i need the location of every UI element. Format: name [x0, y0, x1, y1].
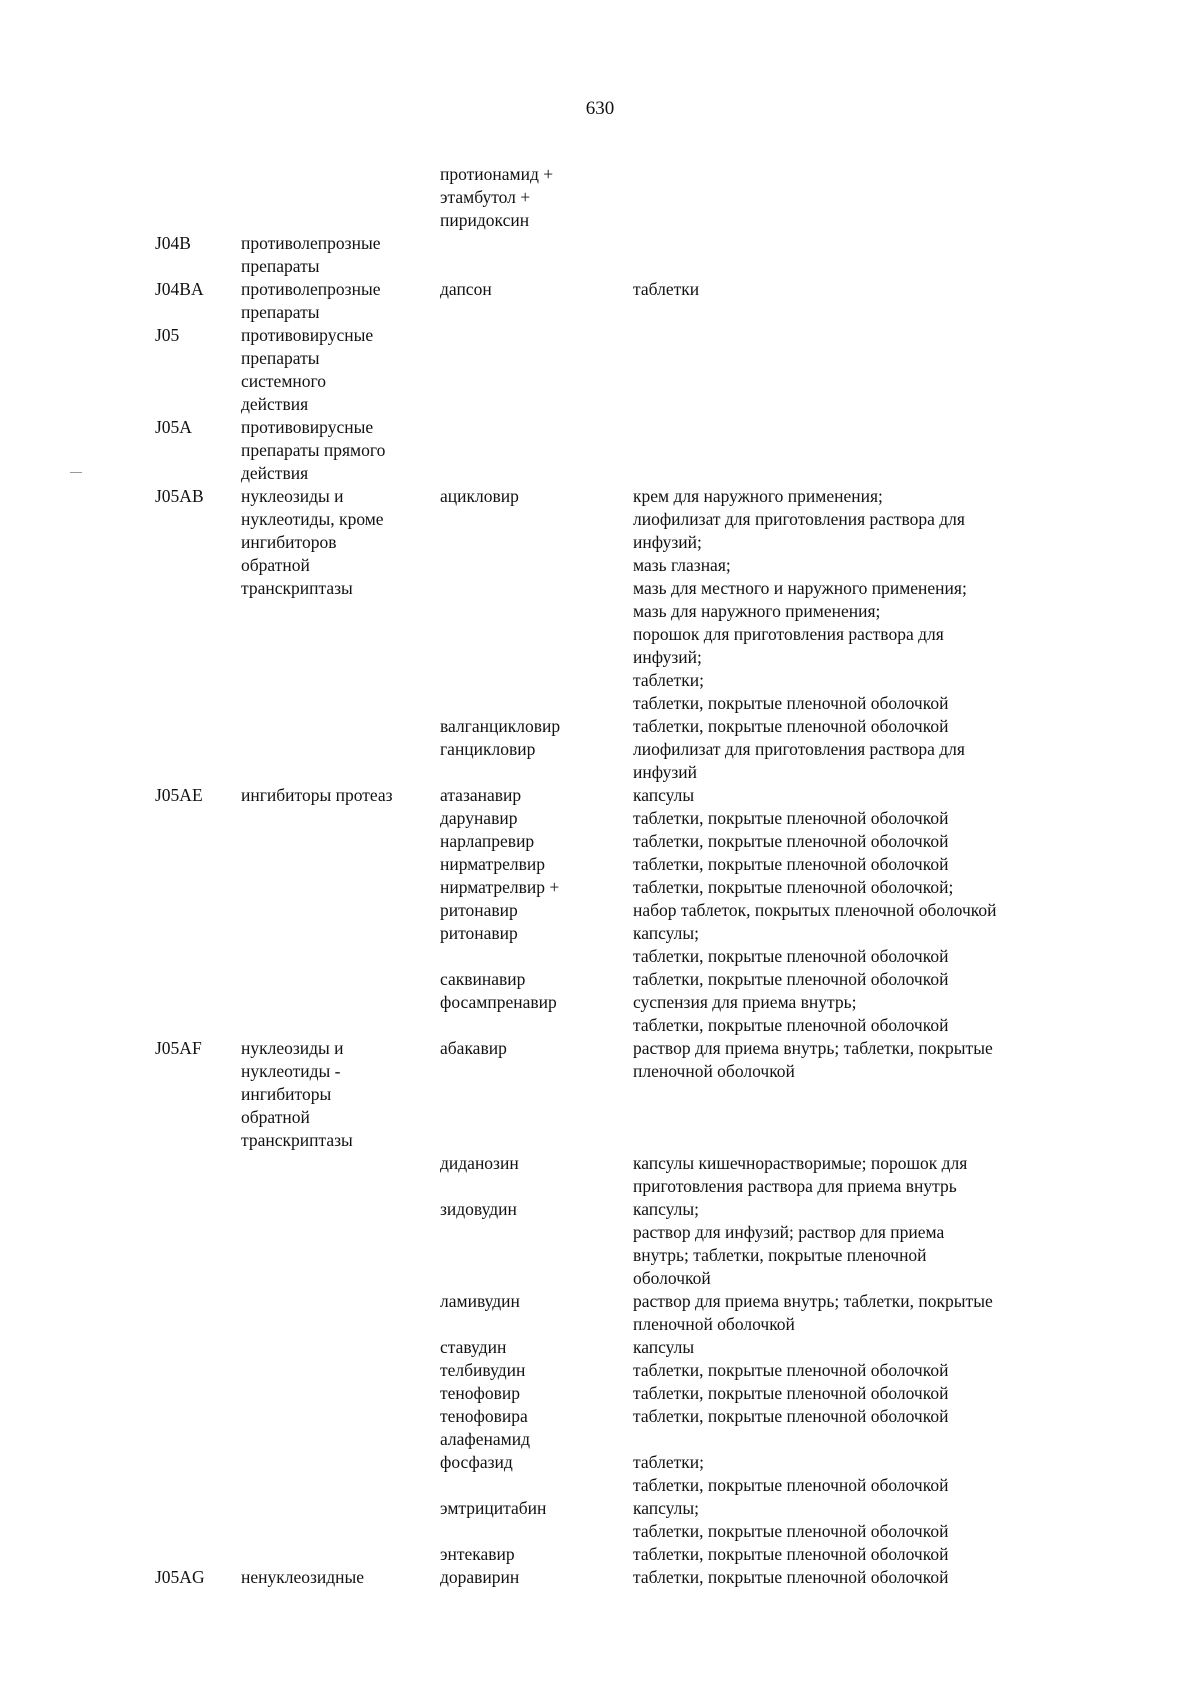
drug-name-cell [440, 991, 557, 1014]
atc-group-name-cell [241, 324, 373, 416]
drug-name-line: атазанавир [440, 785, 522, 805]
drug-name-line: этамбутол + [440, 187, 531, 207]
dosage-form-line: раствор для приема внутрь; таблетки, покрытые [633, 1038, 993, 1058]
dosage-form-line: капсулы [633, 1337, 695, 1357]
atc-group-name-line: препараты [241, 302, 320, 322]
atc-group-name-line: нуклеотиды, кроме [241, 509, 384, 529]
atc-code-cell [155, 1037, 202, 1060]
drug-name-line: валганцикловир [440, 716, 561, 736]
dosage-form-line: таблетки [633, 279, 700, 299]
dosage-form-cell [633, 485, 967, 715]
drug-name-line: пиридоксин [440, 210, 530, 230]
atc-group-name-line: ингибиторы [241, 1084, 332, 1104]
dosage-form-cell [633, 1405, 948, 1428]
drug-name-cell [440, 1405, 530, 1451]
atc-group-name-line: препараты [241, 256, 320, 276]
dosage-form-line: капсулы; [633, 1199, 700, 1219]
atc-group-name-line: противолепрозные [241, 233, 381, 253]
drug-name-cell [440, 1336, 506, 1359]
atc-code-line: J05A [155, 417, 192, 437]
drug-name-cell [440, 715, 560, 738]
drug-name-line: нарлапревир [440, 831, 535, 851]
atc-code-line: J05AE [155, 785, 203, 805]
dosage-form-line: капсулы; [633, 923, 700, 943]
dosage-form-line: таблетки, покрытые пленочной оболочкой [633, 808, 949, 828]
dosage-form-cell [633, 968, 948, 991]
dosage-form-line: инфузий [633, 762, 698, 782]
drug-name-cell [440, 807, 517, 830]
dosage-form-line: приготовления раствора для приема внутрь [633, 1176, 957, 1196]
atc-code-cell [155, 416, 192, 439]
drug-name-line: тенофовир [440, 1383, 520, 1403]
dosage-form-line: мазь глазная; [633, 555, 731, 575]
dosage-form-line: капсулы кишечнорастворимые; порошок для [633, 1153, 968, 1173]
dosage-form-cell [633, 1451, 948, 1497]
dosage-form-cell [633, 1359, 948, 1382]
atc-code-line: J05 [155, 325, 180, 345]
atc-group-name-line: противовирусные [241, 325, 374, 345]
dosage-form-line: таблетки, покрытые пленочной оболочкой [633, 1544, 949, 1564]
dosage-form-line: таблетки, покрытые пленочной оболочкой [633, 831, 949, 851]
dosage-form-cell [633, 1497, 948, 1543]
drug-name-line: доравирин [440, 1567, 520, 1587]
drug-name-cell [440, 968, 525, 991]
dosage-form-line: таблетки, покрытые пленочной оболочкой [633, 946, 949, 966]
drug-name-cell [440, 163, 553, 232]
dosage-form-line: раствор для приема внутрь; таблетки, покрытые [633, 1291, 993, 1311]
drug-name-line: ганцикловир [440, 739, 536, 759]
drug-name-line: зидовудин [440, 1199, 517, 1219]
drug-name-line: нирматрелвир [440, 854, 545, 874]
drug-name-line: тенофовира [440, 1406, 528, 1426]
drug-name-cell [440, 830, 534, 853]
atc-group-name-line: ингибиторов [241, 532, 337, 552]
atc-group-name-line: препараты [241, 348, 320, 368]
drug-name-cell [440, 1152, 519, 1175]
atc-group-name-line: обратной [241, 555, 310, 575]
atc-group-name-cell [241, 784, 393, 807]
drug-name-line: ламивудин [440, 1291, 520, 1311]
drug-name-cell [440, 876, 559, 922]
drug-name-cell [440, 1290, 520, 1313]
drug-name-cell [440, 1359, 525, 1382]
atc-code-line: J05AF [155, 1038, 202, 1058]
dosage-form-line: оболочкой [633, 1268, 711, 1288]
atc-code-cell [155, 278, 204, 301]
drug-name-cell [440, 853, 545, 876]
atc-code-cell [155, 324, 179, 347]
atc-group-name-line: препараты прямого [241, 440, 386, 460]
drug-name-cell [440, 1566, 519, 1589]
drug-name-cell [440, 1497, 546, 1520]
drug-name-cell [440, 1382, 520, 1405]
dosage-form-line: внутрь; таблетки, покрытые пленочной [633, 1245, 927, 1265]
atc-group-name-cell [241, 1037, 353, 1152]
atc-group-name-line: противовирусные [241, 417, 374, 437]
dosage-form-cell [633, 738, 965, 784]
dosage-form-cell [633, 830, 948, 853]
dosage-form-line: таблетки; [633, 1452, 704, 1472]
atc-group-name-cell [241, 485, 384, 600]
dosage-form-cell [633, 876, 997, 922]
dosage-form-cell [633, 807, 948, 830]
dosage-form-cell [633, 853, 948, 876]
dosage-form-line: капсулы [633, 785, 695, 805]
atc-code-cell [155, 1566, 205, 1589]
atc-group-name-line: обратной [241, 1107, 310, 1127]
drug-name-cell [440, 1198, 517, 1221]
dosage-form-line: инфузий; [633, 647, 702, 667]
dosage-form-cell [633, 1382, 948, 1405]
atc-group-name-line: транскриптазы [241, 1130, 353, 1150]
drug-name-cell [440, 278, 492, 301]
dosage-form-line: мазь для наружного применения; [633, 601, 881, 621]
dosage-form-cell [633, 922, 948, 968]
dosage-form-cell [633, 715, 948, 738]
atc-code-line: J05AB [155, 486, 204, 506]
drug-name-cell [440, 922, 518, 945]
drug-name-line: протионамид + [440, 164, 554, 184]
atc-group-name-line: нуклеозиды и [241, 1038, 344, 1058]
atc-code-cell [155, 784, 203, 807]
drug-name-line: ритонавир [440, 923, 518, 943]
dosage-form-line: лиофилизат для приготовления раствора для [633, 739, 965, 759]
dosage-form-line: пленочной оболочкой [633, 1314, 795, 1334]
atc-group-name-cell [241, 416, 385, 485]
atc-group-name-line: противолепрозные [241, 279, 381, 299]
atc-group-name-line: нуклеотиды - [241, 1061, 341, 1081]
drug-name-cell [440, 485, 519, 508]
drug-name-line: эмтрицитабин [440, 1498, 547, 1518]
dosage-form-line: лиофилизат для приготовления раствора для [633, 509, 965, 529]
dosage-form-line: таблетки, покрытые пленочной оболочкой [633, 716, 949, 736]
drug-name-line: телбивудин [440, 1360, 526, 1380]
atc-code-line: J04B [155, 233, 191, 253]
drug-name-cell [440, 738, 535, 761]
dosage-form-cell [633, 991, 948, 1037]
dosage-form-line: таблетки, покрытые пленочной оболочкой [633, 1567, 949, 1587]
drug-name-line: диданозин [440, 1153, 519, 1173]
atc-group-name-line: транскриптазы [241, 578, 353, 598]
page-number: 630 [585, 98, 615, 119]
dosage-form-line: раствор для инфузий; раствор для приема [633, 1222, 945, 1242]
dosage-form-cell [633, 784, 694, 807]
dosage-form-line: набор таблеток, покрытых пленочной оболочкой [633, 900, 997, 920]
drug-name-line: энтекавир [440, 1544, 515, 1564]
dosage-form-line: инфузий; [633, 532, 702, 552]
dosage-form-line: пленочной оболочкой [633, 1061, 795, 1081]
drug-name-line: нирматрелвир + [440, 877, 560, 897]
dosage-form-cell [633, 1290, 993, 1336]
dosage-form-line: таблетки, покрытые пленочной оболочкой [633, 854, 949, 874]
drug-name-cell [440, 1451, 513, 1474]
dosage-form-cell [633, 1037, 993, 1083]
drug-name-line: дапсон [440, 279, 492, 299]
atc-code-line: J04BA [155, 279, 204, 299]
atc-group-name-line: системного [241, 371, 326, 391]
margin-mark [70, 472, 82, 473]
atc-group-name-cell [241, 1566, 364, 1589]
atc-group-name-cell [241, 278, 380, 324]
dosage-form-cell [633, 1152, 967, 1198]
drug-name-line: абакавир [440, 1038, 507, 1058]
dosage-form-line: таблетки, покрытые пленочной оболочкой [633, 1360, 949, 1380]
dosage-form-line: таблетки; [633, 670, 704, 690]
dosage-form-cell [633, 1336, 694, 1359]
dosage-form-line: таблетки, покрытые пленочной оболочкой [633, 1015, 949, 1035]
dosage-form-line: таблетки, покрытые пленочной оболочкой [633, 1406, 949, 1426]
drug-name-line: саквинавир [440, 969, 526, 989]
atc-group-name-cell [241, 232, 380, 278]
dosage-form-line: капсулы; [633, 1498, 700, 1518]
drug-name-line: дарунавир [440, 808, 518, 828]
dosage-form-cell [633, 278, 699, 301]
dosage-form-line: таблетки, покрытые пленочной оболочкой [633, 1521, 949, 1541]
atc-group-name-line: действия [241, 463, 309, 483]
dosage-form-line: крем для наружного применения; [633, 486, 883, 506]
dosage-form-line: таблетки, покрытые пленочной оболочкой [633, 1475, 949, 1495]
dosage-form-line: таблетки, покрытые пленочной оболочкой [633, 969, 949, 989]
atc-code-line: J05AG [155, 1567, 205, 1587]
atc-group-name-line: ингибиторы протеаз [241, 785, 393, 805]
atc-code-cell [155, 232, 191, 255]
dosage-form-line: суспензия для приема внутрь; [633, 992, 857, 1012]
dosage-form-line: таблетки, покрытые пленочной оболочкой [633, 693, 949, 713]
dosage-form-cell [633, 1543, 948, 1566]
atc-group-name-line: нуклеозиды и [241, 486, 344, 506]
drug-name-line: ацикловир [440, 486, 519, 506]
dosage-form-cell [633, 1566, 948, 1589]
drug-name-line: ставудин [440, 1337, 507, 1357]
dosage-form-line: таблетки, покрытые пленочной оболочкой [633, 1383, 949, 1403]
drug-name-line: ритонавир [440, 900, 518, 920]
atc-group-name-line: действия [241, 394, 309, 414]
drug-name-line: фосфазид [440, 1452, 513, 1472]
atc-group-name-line: ненуклеозидные [241, 1567, 365, 1587]
dosage-form-cell [633, 1198, 944, 1290]
dosage-form-line: мазь для местного и наружного применения; [633, 578, 967, 598]
dosage-form-line: таблетки, покрытые пленочной оболочкой; [633, 877, 954, 897]
drug-name-cell [440, 1543, 515, 1566]
dosage-form-line: порошок для приготовления раствора для [633, 624, 944, 644]
atc-code-cell [155, 485, 204, 508]
drug-name-line: фосампренавир [440, 992, 557, 1012]
drug-name-cell [440, 1037, 507, 1060]
drug-name-line: алафенамид [440, 1429, 531, 1449]
drug-name-cell [440, 784, 521, 807]
